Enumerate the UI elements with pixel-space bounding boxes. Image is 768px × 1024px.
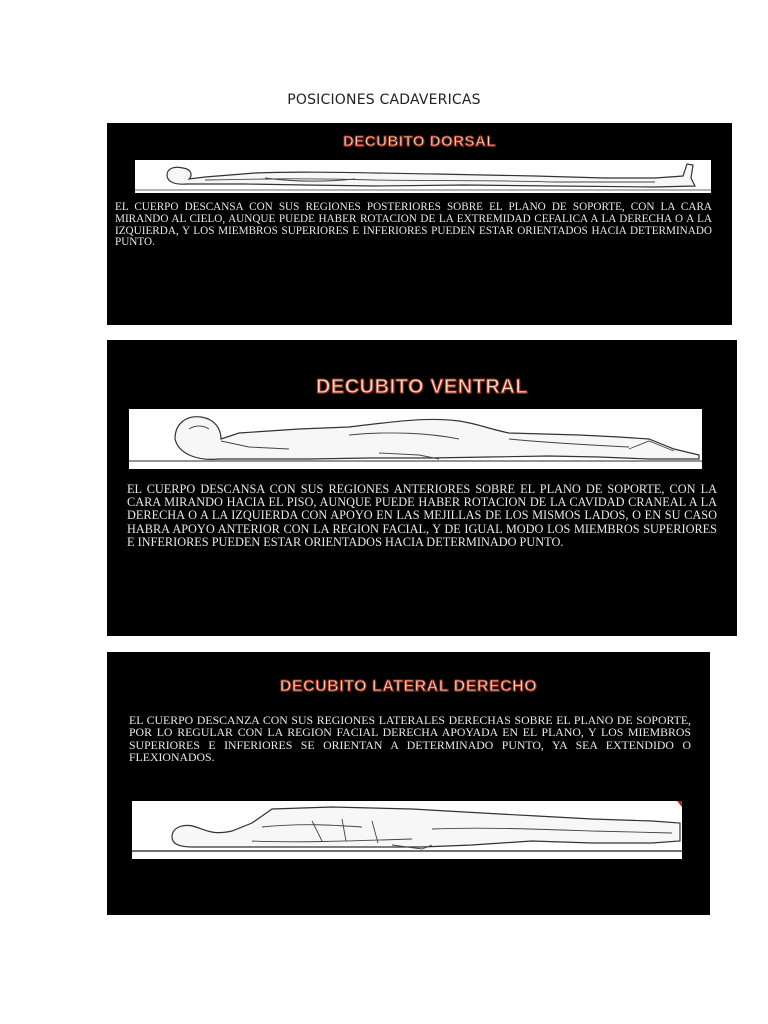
supine-body-illustration <box>135 160 711 193</box>
slide-decubito-ventral <box>107 340 737 636</box>
slide-heading: DECUBITO LATERAL DERECHO <box>279 678 538 695</box>
slide-decubito-lateral-derecho <box>107 652 710 915</box>
slide-heading: DECUBITO DORSAL <box>342 133 497 150</box>
slide-body-text: EL CUERPO DESCANZA CON SUS REGIONES LATERALES DERECHAS SOBRE EL PLANO DE SOPORTE, POR LO REGULAR CON LA REGION FACIAL DERECHA APOYADA EN EL PLANO, Y LOS MIEMBROS SUPERIORES E INFERIORES SE ORIENTAN A DETERMINADO PUNTO, YA SEA EXTENDIDO O FLEXIONADOS. <box>129 713 691 764</box>
prone-body-illustration <box>129 409 702 469</box>
slide-body-text: EL CUERPO DESCANSA CON SUS REGIONES POSTERIORES SOBRE EL PLANO DE SOPORTE, CON LA CARA MIRANDO AL CIELO, AUNQUE PUEDE HABER ROTACION DE LA EXTREMIDAD CEFALICA A LA DERECHA O A LA IZQUIERDA, Y LOS MIEMBROS SUPERIORES E INFERIORES PUEDEN ESTAR ORIENTADOS HACIA DETERMINADO PUNTO. <box>115 201 712 249</box>
page-title: POSICIONES CADAVERICAS <box>287 92 481 108</box>
slide-decubito-dorsal <box>107 123 732 325</box>
slide-heading: DECUBITO VENTRAL <box>315 376 529 398</box>
lateral-body-illustration <box>132 801 682 859</box>
slide-body-text: EL CUERPO DESCANSA CON SUS REGIONES ANTERIORES SOBRE EL PLANO DE SOPORTE, CON LA CARA MIRANDO HACIA EL PISO, AUNQUE PUEDE HABER ROTACION DE LA CAVIDAD CRANEAL A LA DERECHA O A LA IZQUIERDA CON APOYO EN LAS MEJILLAS DE LOS MISMOS LADOS, O EN SU CASO HABRA APOYO ANTERIOR CON LA REGION FACIAL, Y DE IGUAL MODO LOS MIEMBROS SUPERIORES E INFERIORES PUEDEN ESTAR ORIENTADOS HACIA DETERMINADO PUNTO. <box>127 482 717 549</box>
